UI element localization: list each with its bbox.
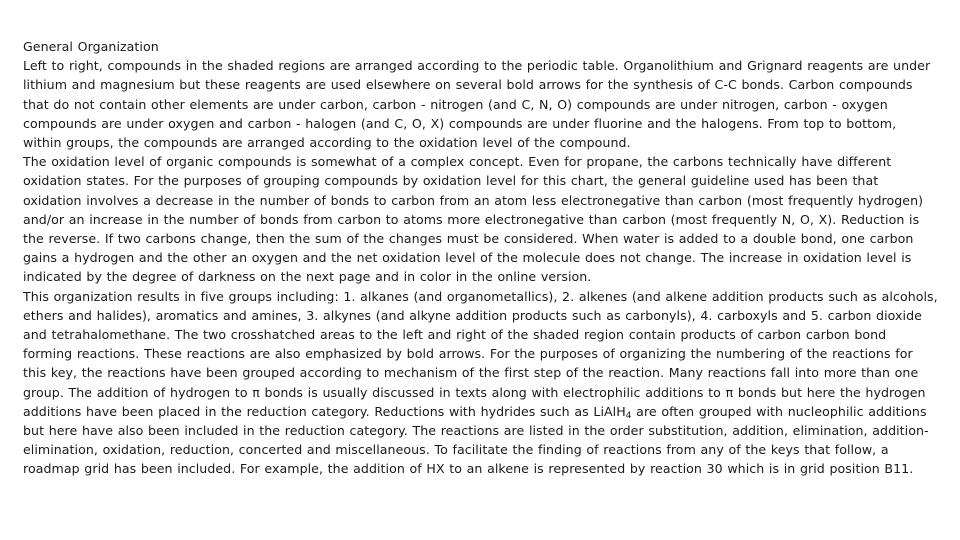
- document-heading: General Organization: [23, 39, 159, 54]
- paragraph-groups: [23, 287, 938, 479]
- paragraph-groups-text-1: This organization results in five groups including: 1. alkanes (and organometallics), 2. alkenes (and alkene addition products such as alcohols, ethers and halides), aromatics and amines, 3. alkynes (and alkyne addition products such as carbonyls), 4. carboxyls and 5. carbon dioxide and tetrahalomethane. The two crosshatched areas to the left and right of the shaded region contain products of carbon carbon bond forming reactions. These reactions are also emphasized by bold arrows. For the purposes of organizing the numbering of the reactions for this key, the reactions have been grouped according to mechanism of the first step of the reaction. Many reactions fall into more than one group. The addition of hydrogen to π bonds is usually discussed in texts along with electrophilic additions to π bonds but here the hydrogen additions have been placed in the reduction category. Reductions with hydrides such as LiAlH: [23, 288, 938, 419]
- subscript-4: 4: [625, 410, 632, 421]
- document-body: [23, 37, 938, 479]
- paragraph-organization: Left to right, compounds in the shaded regions are arranged according to the periodic table. Organolithium and Grignard reagents are under lithium and magnesium but these reagents are used elsewhere on several bold arrows for the synthesis of C-C bonds. Carbon compounds that do not contain other elements are under carbon, carbon - nitrogen (and C, N, O) compounds are under nitrogen, carbon - oxygen compounds are under oxygen and carbon - halogen (and C, O, X) compounds are under fluorine and the halogens. From top to bottom, within groups, the compounds are arranged according to the oxidation level of the compound.: [23, 58, 931, 151]
- paragraph-oxidation-level: The oxidation level of organic compounds is somewhat of a complex concept. Even for propane, the carbons technically have different oxidation states. For the purposes of grouping compounds by oxidation level for this chart, the general guideline used has been that oxidation involves a decrease in the number of bonds to carbon from an atom less electronegative than carbon (most frequently hydrogen) and/or an increase in the number of bonds from carbon to atoms more electronegative than carbon (most frequently N, O, X). Reduction is the reverse. If two carbons change, then the sum of the changes must be considered. When water is added to a double bond, one carbon gains a hydrogen and the other an oxygen and the net oxidation level of the molecule does not change. The increase in oxidation level is indicated by the degree of darkness on the next page and in color in the online version.: [23, 154, 924, 285]
- paragraph-groups-text-2: are often grouped with nucleophilic additions but here have also been included in the reduction category. The reactions are listed in the order substitution, addition, elimination, addition-elimination, oxidation, reduction, concerted and miscellaneous. To facilitate the finding of reactions from any of the keys that follow, a roadmap grid has been included. For example, the addition of HX to an alkene is represented by reaction 30 which is in grid position B11.: [23, 403, 929, 477]
